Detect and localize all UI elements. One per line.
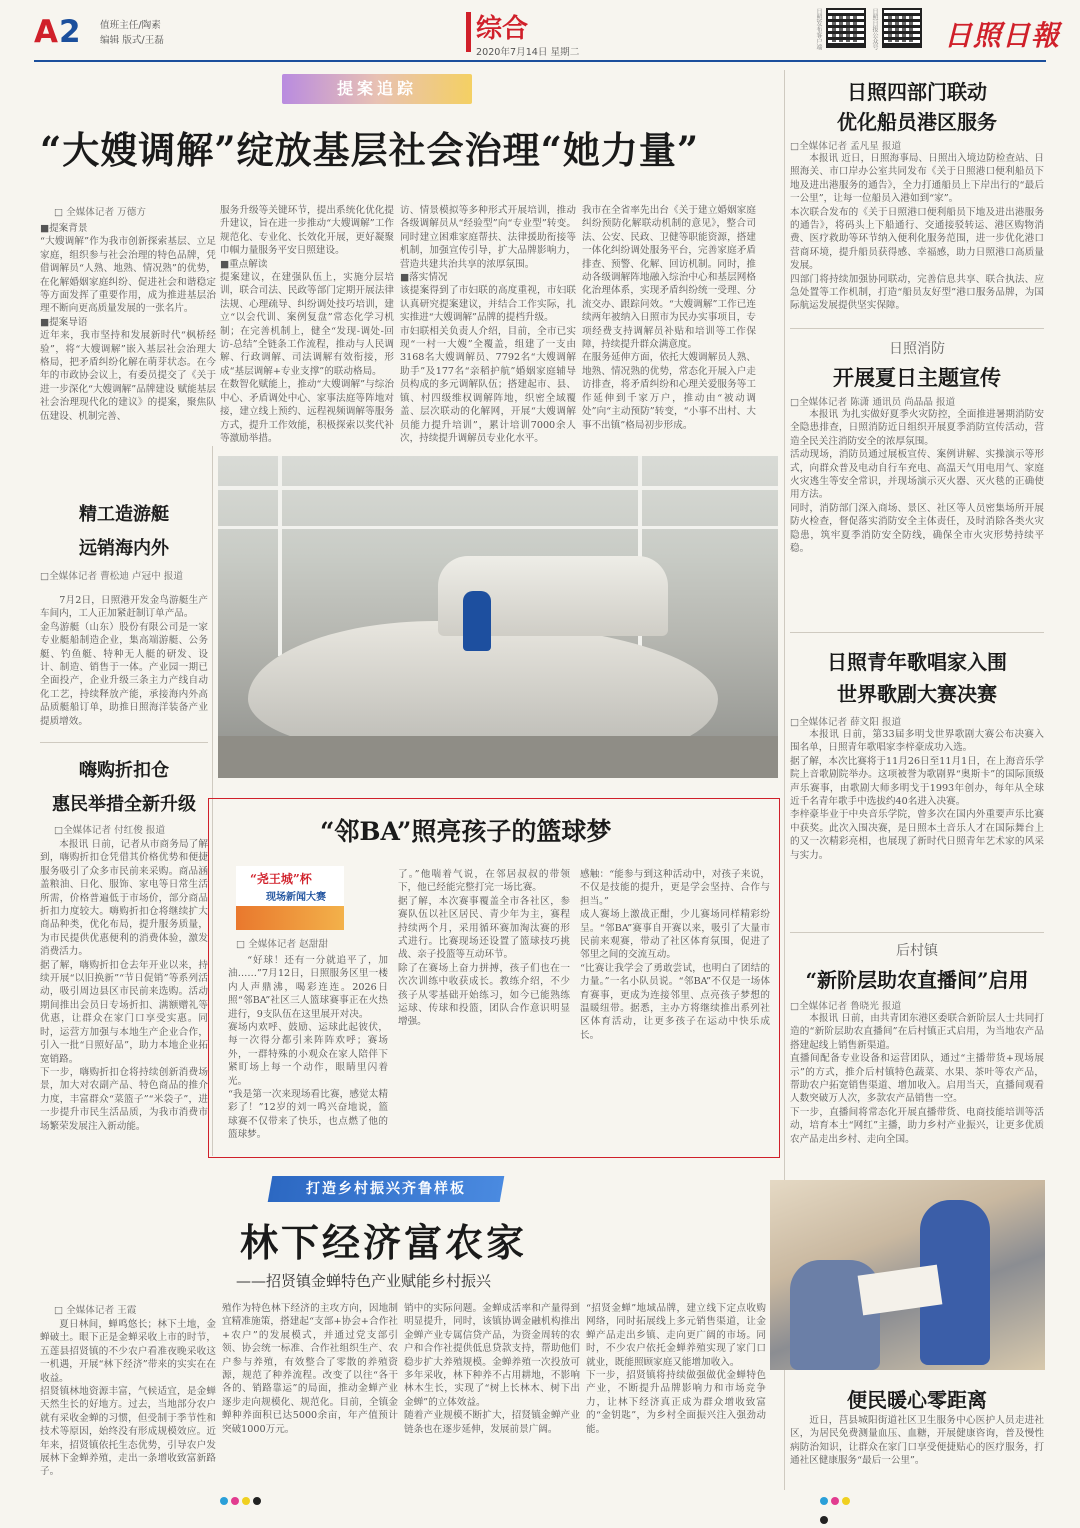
rural-column-3: 销中的实际问题。金蝉成活率和产量得到明显提升，同时，该镇协调金融机构推出金蝉产业专属信贷产品，为资金周转的农户和合作社提供低息贷款支持，帮助他们稳步扩大养殖规模。金蝉养殖一次投放可多年采收，林下种养不占用耕地，不影响林木生长，实现了“树上长林木、树下出金蝉”的立体效益。 随着产业规模不断扩大，招贤镇金蝉产业链条也在逐步延伸，发展前景广阔。 — [404, 1303, 580, 1435]
rural-column-2: 殖作为特色林下经济的主攻方向，因地制宜精准施策，搭建起“支部+协会+合作社+农户”的发展模式，并通过党支部引领、协会统一标准、合作社组织生产、农户参与养殖，有效整合了零散的养殖资源，规范了种养流程。改变了以往“各干各的、销路靠运”的局面，推动金蝉产业逐步走向规模化、规范化。目前，全镇金蝉种养面积已达5000余亩，年产值预计突破1000万元。 — [222, 1303, 398, 1435]
boat-body: 7月2日，日照港开发金鸟游艇生产车间内，工人正加紧赶制订单产品。 金鸟游艇（山东）股份有限公司是一家专业艇船制造企业，集高端游艇、公务艇、钓鱼艇、特种无人艇的研发、设计、制造、销售于一体。产业园一期已全面投产，企业升级三条主力产线自动化工艺，持续释放产能，承接海内外高品质艇船订单，助推日照海洋装备产业提质增效。 — [40, 595, 208, 727]
lead-kicker-label: 提案追踪 — [336, 79, 417, 98]
fire-kicker: 日照消防 — [889, 341, 945, 357]
fire-headline: 开展夏日主题宣传 — [833, 365, 1001, 390]
registration-dot — [842, 1497, 850, 1505]
livestream-headline: “新阶层助农直播间”启用 — [805, 968, 1029, 992]
rural-headline: 林下经济富农家 — [240, 1220, 528, 1265]
lead-column-4: 我市在全省率先出台《关于建立婚姻家庭纠纷预防化解联动机制的意见》，整合司法、公安、民政、卫健等职能资源，搭建一体化纠纷调处服务平台，完善家庭矛盾排查、预警、化解、回访机制。同时，推动各级调解阵地融入综治中心和基层网格化治理体系，实现矛盾纠纷统一受理、分流交办、跟踪问效。“大嫂调解”工作已连续两年被纳入日照市为民办实事项目，专项经费支持调解员补贴和培训等工作保障，持续提升群众满意度。 在服务延伸方面，依托大嫂调解员人熟、地熟、情况熟的优势，常态化开展入户走访排查，将矛盾纠纷和心理关爱服务等工作延伸到千家万户，推动由“被动调处”向“主动预防”转变，“小事不出村、大事不出镇”格局初步形成。 — [582, 205, 756, 431]
livestream-kicker: 后村镇 — [896, 943, 938, 959]
lead-headline: “大嫂调解”绽放基层社会治理“她力量” — [40, 128, 700, 172]
warmth-body: 近日，莒县城阳街道社区卫生服务中心医护人员走进社区，为居民免费测量血压、血糖，开展健康咨询，普及慢性病防治知识，让群众在家门口享受便捷贴心的医疗服务，打通社区健康服务“最后一公里”。 — [790, 1415, 1044, 1467]
qr-caption: 日照日报公众号 — [871, 8, 878, 50]
feature-byline: □ 全媒体记者 赵甜甜 — [236, 939, 328, 950]
registration-dot — [253, 1497, 261, 1505]
singer-headline-1: 日照青年歌唱家入围 — [827, 650, 1007, 674]
editors-credit: 值班主任/陶素 编辑 版式/王磊 — [100, 20, 164, 46]
lead-byline: □ 全媒体记者 万德方 — [54, 207, 146, 218]
divider — [790, 932, 1044, 933]
warmth-headline: 便民暖心零距离 — [847, 1388, 987, 1412]
registration-dot — [231, 1497, 239, 1505]
livestream-byline: □全媒体记者 鲁晓光 报道 — [790, 1001, 902, 1012]
singer-byline: □全媒体记者 薛文阳 报道 — [790, 717, 902, 728]
registration-dot — [831, 1497, 839, 1505]
registration-dot-group — [220, 1490, 264, 1509]
rural-column-4: “招贤金蝉”地域品牌，建立线下定点收购网络，同时拓展线上多元销售渠道，让金蝉产品走出乡镇、走向更广阔的市场。同时，不少农户依托金蝉养殖实现了家门口就业，既能照顾家庭又能增加收入。 下一步，招贤镇将持续做强做优金蝉特色产业，不断提升品牌影响力和市场竞争力，让林下经济真正成为群众增收致富的“金钥匙”，为乡村全面振兴注入强劲动能。 — [586, 1303, 766, 1435]
fire-byline: □全媒体记者 陈潇 通讯员 尚晶晶 报道 — [790, 397, 956, 408]
livestream-body: 本报讯 日前，由共青团东港区委联合新阶层人士共同打造的“新阶层助农直播间”在后村镇正式启用，为当地农产品搭建起线上销售新渠道。 直播间配备专业设备和运营团队，通过“主播带货+现场展示”的方式，推介后村镇特色蔬菜、水果、茶叶等农产品，帮助农户拓宽销售渠道、增加收入。启用当天，直播间观看人数突破万人次，多款农产品销售一空。 下一步，直播间将常态化开展直播带货、电商技能培训等活动，培育本土“网红”主播，助力乡村产业振兴，让更多优质农产品走出乡村、走向全国。 — [790, 1013, 1044, 1145]
feature-column-1: “好球！还有一分就追平了，加油……”7月12日，日照服务区里一楼内人声鼎沸，喝彩连连。2026日照“邻BA”社区三人篮球赛事正在火热进行，9支队伍在这里展开对决。 赛场内欢呼、鼓励、运球此起彼伏，每一次得分都引来阵阵欢呼；赛场外，一群特殊的小观众在家人陪伴下紧盯场上每一个动作，眼睛里闪着光。 “我是第一次来现场看比赛，感觉太精彩了！”12岁的刘一鸣兴奋地说，篮球赛不仅带来了快乐，也点燃了他的篮球梦。 — [228, 955, 388, 1141]
boat-headline-2: 远销海内外 — [79, 538, 169, 559]
top-rule — [34, 60, 1046, 62]
seafarers-headline-1: 日照四部门联动 — [847, 80, 987, 104]
registration-dot — [242, 1497, 250, 1505]
divider — [40, 742, 208, 743]
feature-column-2: 了。”他喘着气说，在邻居叔叔的带领下，他已经能完整打完一场比赛。 据了解，本次赛事覆盖全市各社区，参赛队伍以社区居民、青少年为主，赛程持续两个月，采用循环赛加淘汰赛的形式进行。比赛现场还设置了篮球技巧挑战、亲子投篮等互动环节。 除了在赛场上奋力拼搏，孩子们也在一次次训练中收获成长。教练介绍，不少孩子从零基础开始练习，如今已能熟练运球、传球和投篮，团队合作意识明显增强。 — [398, 869, 570, 1028]
contest-logo-sub: 现场新闻大赛 — [266, 892, 326, 903]
seafarers-headline-2: 优化船员港区服务 — [837, 110, 997, 134]
boat-factory-photo — [218, 456, 778, 778]
series-band-label: 打造乡村振兴齐鲁样板 — [306, 1181, 466, 1197]
qr-code-icon — [882, 8, 922, 48]
shopping-headline-2: 惠民举措全新升级 — [52, 794, 196, 815]
lead-column-3: 访、情景模拟等多种形式开展培训，推动各级调解员从“经验型”向“专业型”转变。同时建立困难家庭帮扶、法律援助衔接等机制，加强宣传引导，扩大品牌影响力，营造共建共治共享的浓厚氛围。 ■落实情况 该提案得到了市妇联的高度重视，市妇联认真研究提案建议，并结合工作实际，扎实推进“大嫂调解”品牌的提档升级。 市妇联相关负责人介绍，目前，全市已实现“一村一大嫂”全覆盖，组建了一支由3168名大嫂调解员、7792名“大嫂调解助手”及177名“亲稻护航”婚姻家庭辅导员构成的多元调解队伍；搭建起市、县、镇、村四级维权调解阵地，织密全域覆盖、层次联动的化解网，开展“大嫂调解员能力提升培训”，累计培训7000余人次，持续提升调解员专业化水平。 — [400, 205, 576, 444]
lead-column-2: 服务升级等关键环节，提出系统化优化提升建议，旨在进一步推动“大嫂调解”工作规范化、专业化、长效化开展，更好凝聚巾帼力量服务平安日照建设。 ■重点解读 提案建议，在建强队伍上，实施分层培训，联合司法、民政等部门定期开展法律法规、心理疏导、纠纷调处技巧培训，建立“以会代训、案例复盘”常态化学习机制；在完善机制上，健全“发现-调处-回访-总结”全链条工作流程，推动与人民调解、行政调解、司法调解有效衔接，形成“基层调解+专业支撑”的联动格局。 在数智化赋能上，推动“大嫂调解”与综治中心、矛盾调处中心、家事法庭等阵地对接，建立线上预约、远程视频调解等服务方式，提升工作效能，积极探索以奖代补等激励举措。 — [220, 205, 394, 444]
singer-body: 本报讯 日前，第33届多明戈世界歌剧大赛公布决赛入围名单，日照青年歌唱家李梓豪成功入选。 据了解，本次比赛将于11月26日至11月1日，在上海音乐学院上音歌剧院举办。这项被誉为歌剧界“奥斯卡”的国际顶级声乐赛事，由歌剧大师多明戈于1993年创办，每年从全球近千名青年歌手中选拔约40名进入决赛。 李梓豪毕业于中央音乐学院，曾多次在国内外重要声乐比赛中获奖。此次入围决赛，是日照本土音乐人才在国际舞台上的又一次精彩亮相，也展现了新时代日照青年艺术家的风采与实力。 — [790, 729, 1044, 861]
clinic-photo — [770, 1180, 1045, 1370]
series-band — [268, 1176, 505, 1202]
qr-code-icon — [826, 8, 866, 48]
color-registration-marks — [220, 1490, 860, 1500]
feature-column-3: 感触：“能参与到这种活动中，对孩子来说，不仅是技能的提升，更是学会坚持、合作与担当。” 成人赛场上激战正酣，少儿赛场同样精彩纷呈。“邻BA”赛事自开赛以来，吸引了大量市民前来观赛，带动了社区体育氛围，促进了邻里之间的交流互动。 “比赛让我学会了勇敢尝试，也明白了团结的力量。”一名小队员说。“邻BA”不仅是一场体育赛事，更成为连接邻里、点亮孩子梦想的温暖纽带。据悉，主办方将继续推出系列社区体育活动，让更多孩子在运动中快乐成长。 — [580, 869, 770, 1041]
contest-logo — [236, 866, 344, 930]
divider — [790, 328, 1044, 329]
registration-dot — [220, 1497, 228, 1505]
fire-body: 本报讯 为扎实做好夏季火灾防控，全面推进暑期消防安全隐患排查，日照消防近日组织开展夏季消防宣传活动，营造全民关注消防安全的浓厚氛围。 活动现场，消防员通过展板宣传、案例讲解、实操演示等形式，向群众普及电动自行车充电、高温天气用电用气、家庭火灾逃生等安全常识，并现场演示灭火器、灭火毯的正确使用方法。 同时，消防部门深入商场、景区、社区等人员密集场所开展防火检查，督促落实消防安全主体责任，及时消除各类火灾隐患，筑牢夏季消防安全防线，确保全市火灾形势持续平稳。 — [790, 409, 1044, 555]
shopping-byline: □全媒体记者 付红俊 报道 — [54, 825, 166, 836]
section-bar — [466, 12, 471, 52]
boat-byline: □全媒体记者 曹松迪 卢冠中 报道 — [40, 571, 183, 582]
shopping-headline-1: 嗨购折扣仓 — [79, 760, 169, 781]
seafarers-body: 本报讯 近日，日照海事局、日照出入境边防检查站、日照海关、市口岸办公室共同发布《关于日照港口便利船员下地及进出港服务的通告》，全力打通船员上下岸出行的“最后一公里”，让每一位船员入港如到“家”。 本次联合发布的《关于日照港口便利船员下地及进出港服务的通告》，将码头上下船通行、交通接驳转运、港区购物消费、医疗救助等环节纳入便利化服务范围，进一步优化港口营商环境，提升船员获得感、幸福感，助力日照港口高质量发展。 四部门将持续加强协同联动，完善信息共享、联合执法、应急处置等工作机制，打造“船员友好型”港口服务品牌，为国际航运发展提供坚实保障。 — [790, 153, 1044, 312]
registration-dot — [820, 1516, 828, 1524]
rural-subheadline: ——招贤镇金蝉特色产业赋能乡村振兴 — [236, 1272, 492, 1290]
issue-date: 2020年7月14日 星期二 — [476, 47, 580, 58]
singer-headline-2: 世界歌剧大赛决赛 — [837, 682, 997, 706]
page-tag — [34, 14, 92, 54]
paper-logo: 日照日報 — [944, 19, 1061, 52]
registration-dot — [820, 1497, 828, 1505]
contest-logo-title: “尧王城”杯 — [250, 872, 312, 886]
rural-byline: □ 全媒体记者 王霞 — [54, 1305, 137, 1316]
qr-caption: 日照发布客户端 — [815, 8, 822, 50]
lead-kicker — [282, 74, 472, 104]
page-letter: A — [34, 14, 58, 50]
registration-dot-group — [820, 1490, 860, 1528]
lead-column-1: ■提案背景 “大嫂调解”作为我市创新探索基层、立足家庭，组织参与社会治理的特色品牌，凭借调解员“人熟、地熟、情况熟”的优势，在化解婚姻家庭纠纷、促进社会和谐稳定等方面发挥了重要作用，成为推进基层治理不断向更高质量发展的一张名片。 ■提案导语 近年来，我市坚持和发展新时代“枫桥经验”，将“大嫂调解”嵌入基层社会治理大格局，把矛盾纠纷化解在萌芽状态。在今年的市政协会议上，有委员提交了《关于进一步深化“大嫂调解”品牌建设 赋能基层社会治理现代化的建议》的提案，聚焦队伍建设、机制完善、 — [40, 223, 216, 422]
shopping-body: 本报讯 日前，记者从市商务局了解到，嗨购折扣仓凭借其价格优势和便捷服务吸引了众多市民前来采购。商品涵盖粮油、日化、服饰、家电等日常生活所需，价格普遍低于市场价，部分商品折扣力度较大。嗨购折扣仓将继续扩大商品种类，优化布局，提升服务质量，为市民提供优惠便利的消费体验，激发消费活力。 据了解，嗨购折扣仓去年开业以来，持续开展“以旧换新”“节日促销”等系列活动，吸引周边县区市民前来选购。活动期间推出会员日专场折扣、满额赠礼等优惠，让群众在家门口享受实惠。同时，运营方加强与本地生产企业合作，引入一批“日照好品”，助力本地企业拓宽销路。 下一步，嗨购折扣仓将持续创新消费场景，加大对农副产品、特色商品的推介力度，丰富群众“菜篮子”“米袋子”，进一步提升市民生活品质，为我市消费市场繁荣发展注入新动能。 — [40, 839, 208, 1132]
page-number: 2 — [59, 14, 81, 50]
rural-column-1: 夏日林间，蝉鸣悠长；林下土地，金蝉破土。眼下正是金蝉采收上市的时节，五莲县招贤镇的不少农户看准夜晚采收这一机遇，开展“林下经济”带来的实实在在收益。 招贤镇林地资源丰富，气候适宜，是金蝉天然生长的好地方。过去，当地部分农户就有采收金蝉的习惯，但受制于季节性和技术等原因，始终没有形成规模效应。近年来，招贤镇依托生态优势，引导农户发展林下金蝉养殖，走出一条增收致富新路子。 — [40, 1319, 216, 1478]
section-name: 综合 — [476, 14, 529, 44]
feature-headline: “邻BA”照亮孩子的篮球梦 — [320, 817, 612, 846]
seafarers-byline: □全媒体记者 孟凡星 报道 — [790, 141, 902, 152]
divider — [790, 632, 1044, 633]
boat-headline-1: 精工造游艇 — [79, 504, 169, 525]
